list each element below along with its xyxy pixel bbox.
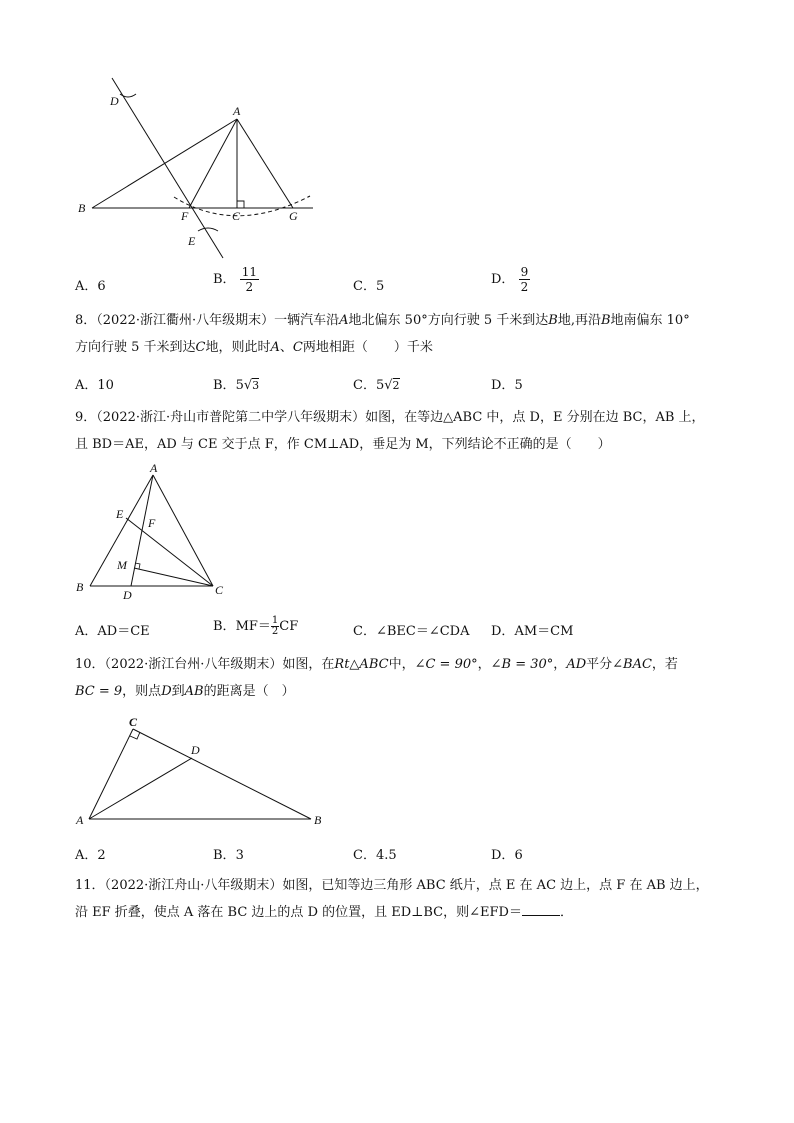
q7-option-b[interactable] [213, 265, 259, 294]
label-A: A [150, 461, 158, 475]
fraction-denominator: 2 [245, 280, 254, 294]
text: ， [553, 657, 567, 672]
var: B [600, 313, 611, 328]
label-B: B [78, 201, 86, 215]
q9-option-c[interactable] [353, 620, 470, 639]
math: BC = 9 [75, 684, 123, 699]
var: D [161, 684, 172, 699]
label-F: F [181, 209, 189, 223]
text: 地南偏东 10° [610, 313, 690, 328]
line-DE [112, 78, 223, 258]
text: 的距离是（ ） [203, 684, 295, 699]
radicand: 3 [252, 379, 260, 392]
line-AC [153, 475, 213, 586]
option-text: 4.5 [375, 848, 397, 863]
text: 地北偏东 50°方向行驶 5 千米到达 [348, 313, 549, 328]
option-letter: A． [75, 848, 98, 863]
var: C [195, 340, 206, 355]
question-number: 10． [75, 657, 105, 672]
option-letter: D． [491, 624, 515, 639]
sqrt-symbol: √ [384, 378, 393, 393]
line-AF [189, 119, 237, 208]
text: 地,再沿 [557, 313, 601, 328]
label-G: G [289, 209, 298, 223]
q10-option-d[interactable] [491, 844, 523, 863]
question-11-line-2 [75, 899, 725, 926]
math: AD [566, 657, 587, 672]
label-B: B [314, 813, 322, 827]
text: 、 [279, 340, 293, 355]
label-E: E [188, 234, 196, 248]
fraction-denominator: 2 [271, 626, 279, 637]
option-letter: A． [75, 279, 98, 294]
figure-q10 [70, 710, 330, 835]
question-11 [75, 872, 725, 926]
text: 且 BD＝AE，AD 与 CE 交于点 F，作 CM⊥AD，垂足为 M，下列结论不正确的是（ ） [75, 437, 611, 452]
text: 沿 EF 折叠，使点 A 落在 BC 边上的点 D 的位置，且 ED⊥BC，则∠EFD＝ [75, 905, 522, 920]
math: ∠B = 30° [490, 657, 554, 672]
math: ∠BAC [612, 657, 652, 672]
fraction [519, 265, 531, 294]
question-source: （2022·浙江·舟山市普陀第二中学八年级期末） [96, 410, 366, 425]
option-letter: D． [491, 848, 515, 863]
text: 如图，在等边△ABC 中，点 D，E 分别在边 BC，AB 上， [365, 410, 705, 425]
label-E: E [116, 507, 124, 521]
var: C [292, 340, 303, 355]
var: A [339, 313, 349, 328]
option-letter: D． [491, 272, 515, 287]
q10-option-a[interactable] [75, 844, 106, 863]
question-9-line-2 [75, 431, 725, 458]
option-text: ∠BEC＝∠CDA [375, 624, 470, 639]
figure-q9 [70, 460, 240, 605]
option-letter: C． [353, 848, 376, 863]
question-9 [75, 404, 725, 458]
question-number: 11． [75, 878, 105, 893]
text: ，若 [651, 657, 678, 672]
text: ，则点 [122, 684, 162, 699]
coefficient: 5 [375, 378, 385, 393]
text: 两地相距（ ）千米 [302, 340, 433, 355]
option-letter: B． [213, 378, 236, 393]
label-A: A [233, 104, 241, 118]
option-letter: B． [213, 619, 236, 634]
option-letter: A． [75, 624, 98, 639]
question-number: 8． [75, 313, 97, 328]
option-letter: C． [353, 279, 376, 294]
option-letter: C． [353, 624, 376, 639]
label-M: M [117, 558, 127, 572]
text: 到 [171, 684, 185, 699]
text: 方向行驶 5 千米到达 [75, 340, 196, 355]
option-text: 3 [235, 848, 244, 863]
option-text: AD＝CE [97, 624, 150, 639]
option-text: 6 [514, 848, 523, 863]
fraction-numerator: 1 [271, 615, 279, 626]
fraction-denominator: 2 [520, 280, 529, 294]
label-C: C [215, 583, 224, 597]
question-11-line-1 [75, 872, 725, 899]
text: 一辆汽车沿 [274, 313, 340, 328]
q10-option-c[interactable] [353, 844, 397, 863]
math: ∠C = 90° [414, 657, 478, 672]
question-8-line-1 [75, 307, 725, 334]
question-8 [75, 307, 725, 361]
question-9-line-1 [75, 404, 725, 431]
label-D: D [123, 588, 132, 602]
coefficient: 5 [235, 378, 244, 393]
sqrt-symbol: √ [243, 378, 253, 393]
question-10 [75, 651, 725, 705]
option-text: 10 [97, 378, 114, 393]
question-10-line-2 [75, 678, 725, 705]
text: 如图，已知等边三角形 ABC 纸片，点 E 在 AC 边上，点 F 在 AB 边上， [282, 878, 709, 893]
label-D: D [191, 743, 200, 757]
option-letter: A． [75, 378, 98, 393]
q7-option-a[interactable] [75, 275, 106, 294]
question-8-line-2 [75, 334, 725, 361]
right-angle-mark [237, 201, 244, 208]
option-text: AM＝CM [514, 624, 574, 639]
line-CB [133, 729, 311, 819]
option-letter: B． [213, 848, 236, 863]
arc-mark-E [198, 228, 218, 231]
option-text: 6 [97, 279, 106, 294]
question-number: 9． [75, 410, 97, 425]
q8-option-c[interactable] [353, 374, 400, 393]
q9-option-a[interactable] [75, 620, 150, 639]
question-source: （2022·浙江衢州·八年级期末） [96, 313, 275, 328]
question-source: （2022·浙江台州·八年级期末） [104, 657, 283, 672]
option-text: MF＝ [235, 619, 271, 634]
fraction [240, 265, 259, 294]
option-text: 5 [375, 279, 385, 294]
math: Rt△ABC [334, 657, 389, 672]
text: 地，则此时 [205, 340, 271, 355]
option-text: 2 [97, 848, 106, 863]
text: 平分 [586, 657, 613, 672]
fraction-numerator: 9 [520, 265, 529, 279]
radicand: 2 [392, 379, 400, 392]
q8-option-d[interactable] [491, 374, 523, 393]
text: 中， [388, 657, 415, 672]
option-text: CF [279, 619, 299, 634]
text: ． [559, 905, 573, 920]
label-A: A [76, 813, 84, 827]
line-AG [237, 119, 293, 208]
question-source: （2022·浙江舟山·八年级期末） [104, 878, 283, 893]
var: B [548, 313, 558, 328]
var: A [270, 340, 280, 355]
q8-option-b[interactable] [213, 374, 259, 393]
label-D: D [110, 94, 119, 108]
q7-option-d[interactable] [491, 265, 530, 294]
text: 如图，在 [282, 657, 335, 672]
q7-option-c[interactable] [353, 275, 384, 294]
q9-option-b[interactable] [213, 615, 298, 637]
label-F: F [148, 516, 156, 530]
option-text: 5 [514, 378, 523, 393]
option-letter: B． [213, 272, 236, 287]
text: ， [477, 657, 491, 672]
q9-option-d[interactable] [491, 620, 573, 639]
answer-blank[interactable] [522, 903, 560, 916]
option-letter: D． [491, 378, 515, 393]
option-letter: C． [353, 378, 376, 393]
q8-option-a[interactable] [75, 374, 114, 393]
fraction-numerator: 11 [241, 265, 257, 279]
figure-q7 [70, 70, 330, 265]
label-C: C [232, 209, 241, 223]
q10-option-b[interactable] [213, 844, 244, 863]
question-10-line-1 [75, 651, 725, 678]
label-C: C [129, 715, 138, 729]
label-B: B [76, 580, 84, 594]
var: AB [184, 684, 204, 699]
